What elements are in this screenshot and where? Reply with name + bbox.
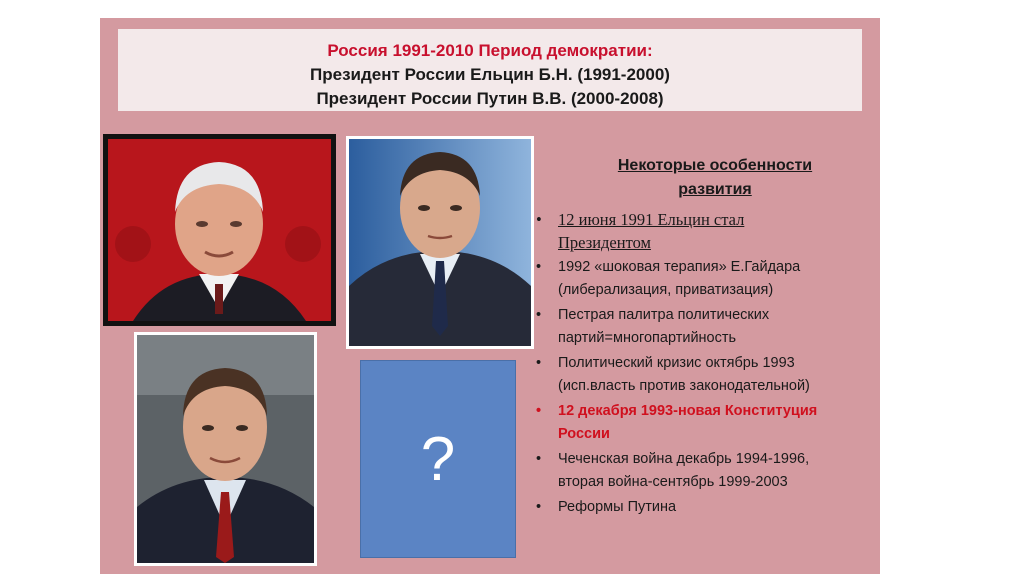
list-item-line: • Реформы Путина xyxy=(558,499,677,515)
features-title xyxy=(580,154,850,202)
photo-yeltsin xyxy=(103,134,336,326)
list-item xyxy=(534,304,864,350)
list-item-line: • Чеченская война декабрь 1994-1996, xyxy=(558,451,810,467)
slide-title-putin: Президент России Путин В.В. (2000-2008) xyxy=(316,89,664,108)
list-item-line: (либерализация, приватизация) xyxy=(558,282,774,298)
list-item-line: • 12 июня 1991 Ельцин стал xyxy=(558,210,745,229)
list-item-line: Президентом xyxy=(558,233,651,252)
features-title-line2: развития xyxy=(678,181,752,198)
list-item xyxy=(534,448,864,494)
title-box xyxy=(118,29,862,111)
list-item-line: • Пестрая палитра политических xyxy=(558,307,770,323)
slide-title-period: Россия 1991-2010 Период демократии: xyxy=(327,41,653,60)
list-item-line: России xyxy=(558,426,610,442)
list-item xyxy=(534,352,864,398)
features-panel xyxy=(534,154,864,521)
photo-putin xyxy=(346,136,534,349)
list-item-line: • 1992 «шоковая терапия» Е.Гайдара xyxy=(558,259,801,275)
list-item-line: вторая война-сентябрь 1999-2003 xyxy=(558,474,788,490)
list-item xyxy=(534,208,864,254)
slide-title-yeltsin: Президент России Ельцин Б.Н. (1991-2000) xyxy=(310,65,670,84)
list-item-line: партий=многопартийность xyxy=(558,330,737,346)
list-item-line: • 12 декабря 1993-новая Конституция xyxy=(558,403,818,419)
question-placeholder xyxy=(360,360,516,558)
question-mark: ? xyxy=(420,424,456,494)
list-item xyxy=(534,400,864,446)
list-item-line: • Политический кризис октябрь 1993 xyxy=(558,355,795,371)
features-list xyxy=(534,208,864,519)
list-item xyxy=(534,496,864,519)
features-title-line1: Некоторые особенности xyxy=(617,157,813,174)
photo-medvedev xyxy=(134,332,317,566)
list-item xyxy=(534,256,864,302)
list-item-line: (исп.власть против законодательной) xyxy=(558,378,810,394)
